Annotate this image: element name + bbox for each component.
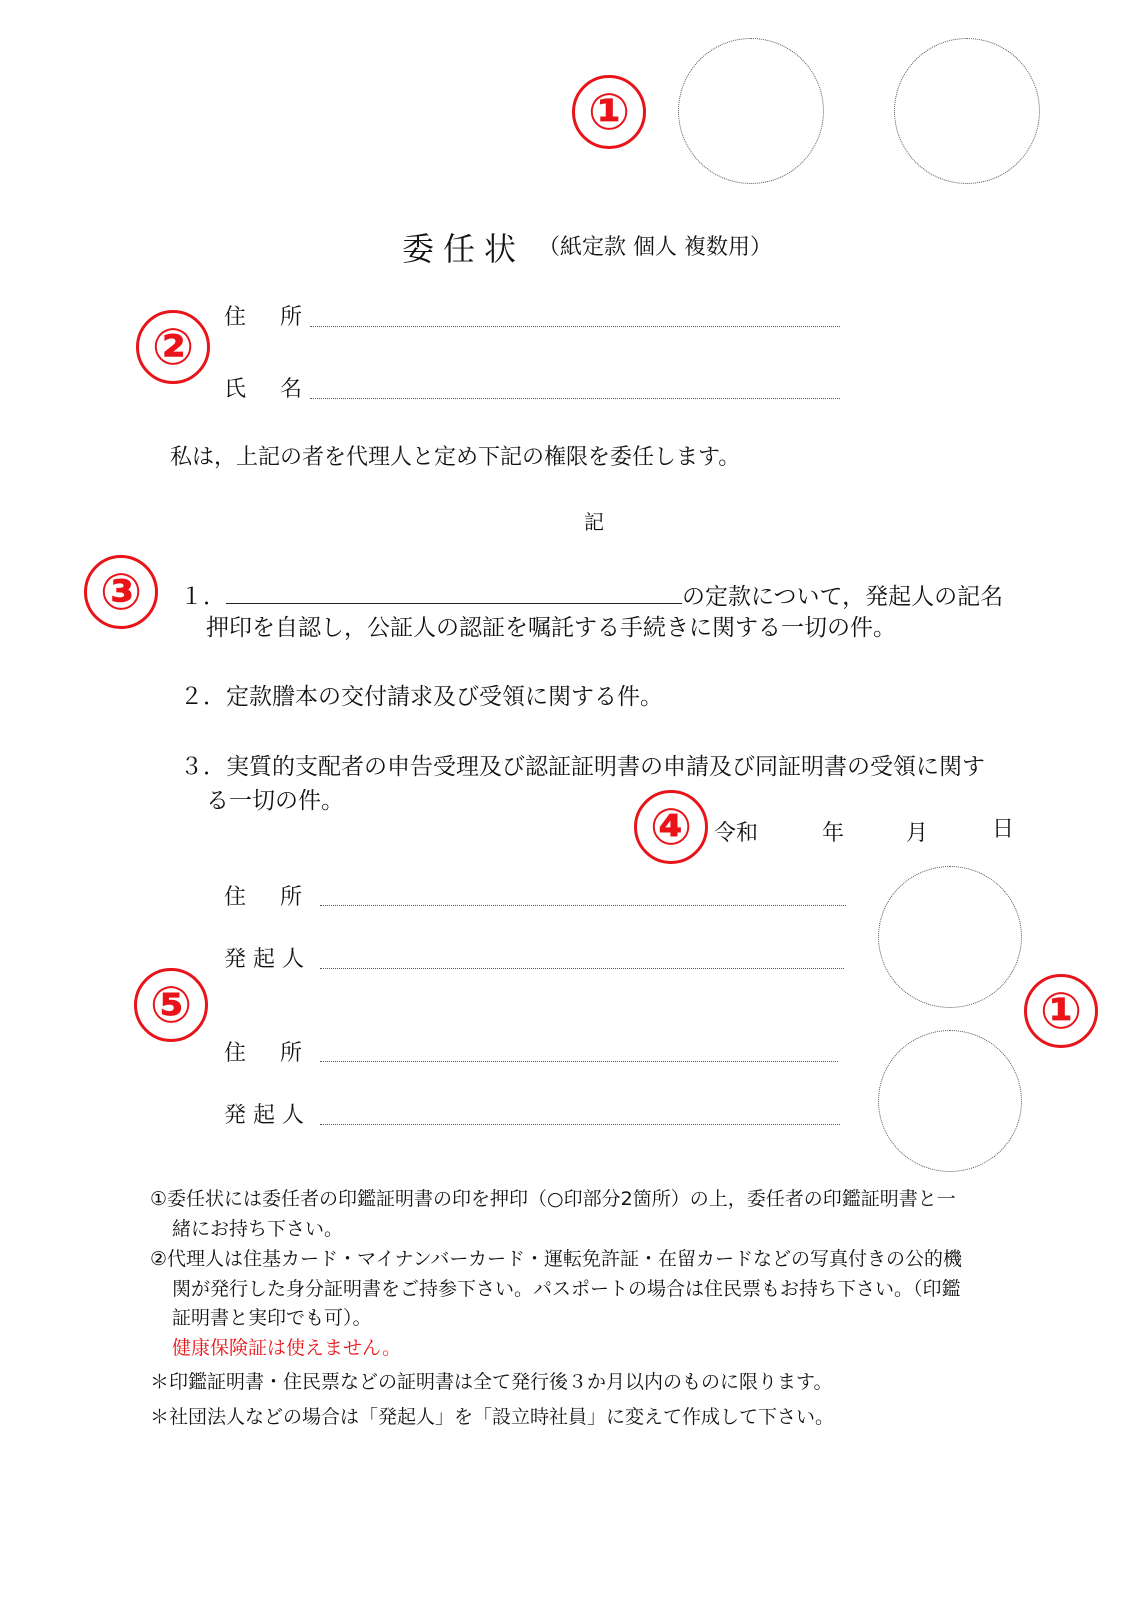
item-3-text: 実質的支配者の申告受理及び認証証明書の申請及び同証明書の受領に関す: [226, 754, 985, 780]
principal-1-role-label: 発 起 人: [224, 947, 304, 972]
marker-5: ⑤: [134, 968, 208, 1042]
company-name-field[interactable]: [226, 583, 682, 604]
item-2-text: 定款謄本の交付請求及び受領に関する件。: [226, 684, 663, 710]
date-day[interactable]: 日: [992, 817, 1015, 842]
principal-1-address-field[interactable]: [320, 905, 846, 906]
page-subtitle: （紙定款 個人 複数用）: [538, 235, 772, 260]
item-2-number: ２．: [180, 684, 226, 710]
intro-statement: 私は，上記の者を代理人と定め下記の権限を委任します。: [170, 445, 741, 470]
agent-name-label: 氏 名: [224, 377, 309, 402]
note-certificate-validity: ＊印鑑証明書・住民票などの証明書は全て発行後３か月以内のものに限ります。: [150, 1371, 833, 1393]
note-1-line-2: 緒にお持ち下さい。: [172, 1218, 344, 1240]
seal-circle-top-right[interactable]: [894, 38, 1040, 184]
principal-2-name-field[interactable]: [320, 1124, 840, 1125]
item-1-number: １．: [180, 584, 226, 610]
marker-1-bottom: ①: [1024, 974, 1098, 1048]
note-2-line-2: 関が発行した身分証明書をご持参下さい。パスポートの場合は住民票もお持ち下さい。（印鑑: [172, 1278, 961, 1300]
marker-4: ④: [634, 790, 708, 864]
seal-circle-top-left[interactable]: [678, 38, 824, 184]
note-2-line-1: ②代理人は住基カード・マイナンバーカード・運転免許証・在留カードなどの写真付きの公的機: [150, 1248, 962, 1270]
note-1-line-1: ①委任状には委任者の印鑑証明書の印を押印（○印部分2箇所）の上，委任者の印鑑証明書と一: [150, 1188, 956, 1210]
note-2-line-3: 証明書と実印でも可）。: [172, 1307, 372, 1329]
seal-circle-principal-1[interactable]: [878, 866, 1022, 1008]
item-2: [180, 678, 663, 711]
seal-circle-principal-2[interactable]: [878, 1030, 1022, 1172]
marker-2: ②: [136, 310, 210, 384]
note-corporation-rule: ＊社団法人などの場合は「発起人」を「設立時社員」に変えて作成して下さい。: [150, 1406, 835, 1428]
item-3-line-1: [180, 748, 985, 781]
principal-2-address-field[interactable]: [320, 1061, 838, 1062]
principal-2-role-label: 発 起 人: [224, 1103, 304, 1128]
marker-3: ③: [84, 555, 158, 629]
note-health-insurance-warning: 健康保険証は使えません。: [172, 1337, 402, 1359]
marker-1-top: ①: [572, 75, 646, 149]
item-1-line-2: 押印を自認し，公証人の認証を嘱託する手続きに関する一切の件。: [206, 615, 896, 641]
item-1-line-1: [180, 578, 1003, 611]
date-month[interactable]: 月: [906, 821, 929, 846]
ki-heading: 記: [584, 510, 604, 534]
date-era: 令和: [714, 821, 759, 846]
item-1-suffix: の定款について，発起人の記名: [682, 584, 1004, 610]
item-3-line-2: る一切の件。: [206, 788, 344, 814]
agent-address-field[interactable]: [310, 326, 840, 327]
page-title: 委任状: [402, 230, 526, 268]
principal-1-address-label: 住 所: [224, 885, 309, 910]
principal-1-name-field[interactable]: [320, 968, 844, 969]
agent-name-field[interactable]: [310, 398, 840, 399]
date-year[interactable]: 年: [822, 821, 845, 846]
principal-2-address-label: 住 所: [224, 1041, 309, 1066]
item-3-number: ３．: [180, 754, 226, 780]
agent-address-label: 住 所: [224, 305, 309, 330]
